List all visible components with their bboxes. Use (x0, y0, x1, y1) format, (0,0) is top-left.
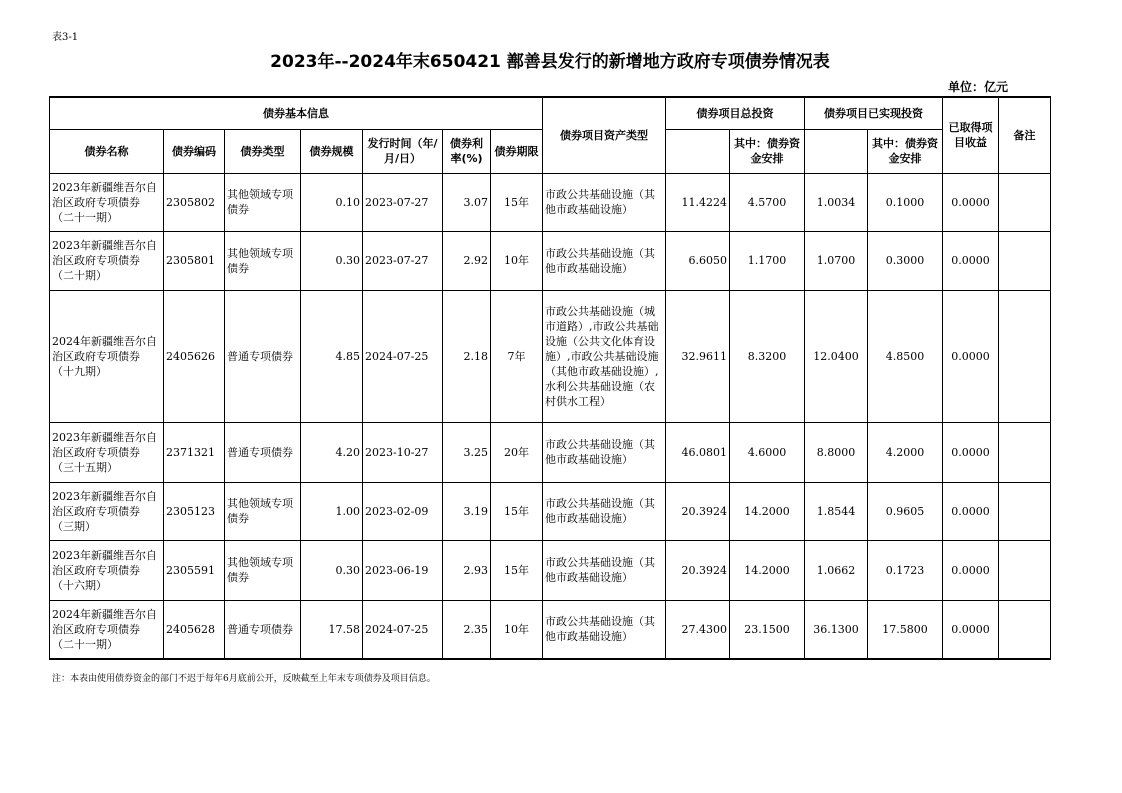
cell-realized-investment: 1.0662 (805, 540, 868, 600)
cell-asset-type: 市政公共基础设施（其他市政基础设施） (543, 173, 666, 231)
cell-interest-rate: 2.35 (443, 600, 491, 659)
header-realized-investment: 债券项目已实现投资 (805, 97, 943, 129)
unit-label: 单位：亿元 (948, 80, 1009, 94)
table-row (50, 482, 1051, 540)
cell-interest-rate: 2.92 (443, 231, 491, 290)
page-title: 2023年--2024年末650421 鄯善县发行的新增地方政府专项债券情况表 (270, 52, 830, 72)
header-term: 债券期限 (491, 129, 543, 173)
cell-term: 10年 (491, 600, 543, 659)
cell-remark (999, 600, 1051, 659)
cell-realized-investment: 1.0700 (805, 231, 868, 290)
header-bond-scale: 债券规模 (301, 129, 363, 173)
header-bond-type: 债券类型 (225, 129, 301, 173)
cell-total-investment: 20.3924 (666, 482, 730, 540)
cell-realized-investment: 1.0034 (805, 173, 868, 231)
cell-term: 15年 (491, 173, 543, 231)
table-row (50, 422, 1051, 482)
cell-total-bond-part: 4.6000 (730, 422, 805, 482)
cell-bond-name: 2024年新疆维吾尔自治区政府专项债券（二十一期） (50, 600, 164, 659)
document-tag: 表3-1 (52, 32, 79, 43)
cell-total-bond-part: 4.5700 (730, 173, 805, 231)
header-total-investment: 债券项目总投资 (666, 97, 805, 129)
cell-bond-type: 其他领域专项债券 (225, 231, 301, 290)
cell-total-bond-part: 1.1700 (730, 231, 805, 290)
cell-bond-scale: 0.30 (301, 231, 363, 290)
cell-realized-investment: 36.1300 (805, 600, 868, 659)
header-bond-name: 债券名称 (50, 129, 164, 173)
cell-bond-name: 2023年新疆维吾尔自治区政府专项债券（十六期） (50, 540, 164, 600)
cell-bond-type: 其他领域专项债券 (225, 482, 301, 540)
cell-income: 0.0000 (943, 600, 999, 659)
cell-bond-type: 普通专项债券 (225, 290, 301, 422)
cell-total-investment: 20.3924 (666, 540, 730, 600)
cell-total-investment: 32.9611 (666, 290, 730, 422)
cell-asset-type: 市政公共基础设施（其他市政基础设施） (543, 540, 666, 600)
cell-remark (999, 231, 1051, 290)
cell-income: 0.0000 (943, 290, 999, 422)
cell-issue-date: 2023-02-09 (363, 482, 443, 540)
table-row (50, 600, 1051, 659)
cell-interest-rate: 2.18 (443, 290, 491, 422)
cell-term: 15年 (491, 482, 543, 540)
cell-bond-name: 2023年新疆维吾尔自治区政府专项债券（三期） (50, 482, 164, 540)
cell-income: 0.0000 (943, 482, 999, 540)
cell-realized-bond-part: 4.8500 (868, 290, 943, 422)
cell-income: 0.0000 (943, 540, 999, 600)
bond-table (49, 96, 1051, 660)
table-row (50, 540, 1051, 600)
cell-bond-scale: 17.58 (301, 600, 363, 659)
cell-realized-investment: 12.0400 (805, 290, 868, 422)
cell-bond-type: 其他领域专项债券 (225, 173, 301, 231)
cell-total-bond-part: 8.3200 (730, 290, 805, 422)
cell-term: 7年 (491, 290, 543, 422)
header-issue-date: 发行时间（年/月/日） (363, 129, 443, 173)
cell-interest-rate: 3.25 (443, 422, 491, 482)
cell-asset-type: 市政公共基础设施（城市道路）,市政公共基础设施（公共文化体育设施）,市政公共基础设施（其他市政基础设施）,水利公共基础设施（农村供水工程） (543, 290, 666, 422)
cell-total-investment: 46.0801 (666, 422, 730, 482)
cell-income: 0.0000 (943, 231, 999, 290)
table-row (50, 173, 1051, 231)
cell-bond-type: 普通专项债券 (225, 600, 301, 659)
cell-issue-date: 2024-07-25 (363, 290, 443, 422)
header-realized-bond-part: 其中：债券资金安排 (868, 129, 943, 173)
cell-total-bond-part: 14.2000 (730, 540, 805, 600)
cell-issue-date: 2023-06-19 (363, 540, 443, 600)
cell-remark (999, 290, 1051, 422)
cell-bond-code: 2371321 (164, 422, 225, 482)
cell-remark (999, 482, 1051, 540)
header-realized-blank (805, 129, 868, 173)
cell-income: 0.0000 (943, 173, 999, 231)
cell-bond-code: 2305802 (164, 173, 225, 231)
footnote: 注：本表由使用债券资金的部门不迟于每年6月底前公开，反映截至上年末专项债券及项目信息。 (52, 674, 436, 684)
cell-issue-date: 2024-07-25 (363, 600, 443, 659)
header-total-bond-part: 其中：债券资金安排 (730, 129, 805, 173)
cell-bond-name: 2023年新疆维吾尔自治区政府专项债券（三十五期） (50, 422, 164, 482)
cell-income: 0.0000 (943, 422, 999, 482)
cell-issue-date: 2023-07-27 (363, 173, 443, 231)
cell-bond-code: 2305123 (164, 482, 225, 540)
cell-asset-type: 市政公共基础设施（其他市政基础设施） (543, 422, 666, 482)
cell-realized-investment: 8.8000 (805, 422, 868, 482)
cell-interest-rate: 2.93 (443, 540, 491, 600)
cell-bond-code: 2405626 (164, 290, 225, 422)
cell-interest-rate: 3.07 (443, 173, 491, 231)
cell-realized-investment: 1.8544 (805, 482, 868, 540)
cell-bond-scale: 0.10 (301, 173, 363, 231)
cell-bond-type: 普通专项债券 (225, 422, 301, 482)
cell-remark (999, 422, 1051, 482)
cell-total-investment: 6.6050 (666, 231, 730, 290)
cell-remark (999, 540, 1051, 600)
cell-realized-bond-part: 0.3000 (868, 231, 943, 290)
cell-realized-bond-part: 4.2000 (868, 422, 943, 482)
header-interest-rate: 债券利率(%) (443, 129, 491, 173)
cell-bond-name: 2023年新疆维吾尔自治区政府专项债券（二十期） (50, 231, 164, 290)
cell-bond-code: 2305591 (164, 540, 225, 600)
cell-bond-code: 2405628 (164, 600, 225, 659)
header-remark: 备注 (999, 97, 1051, 173)
cell-realized-bond-part: 17.5800 (868, 600, 943, 659)
cell-realized-bond-part: 0.1723 (868, 540, 943, 600)
cell-bond-code: 2305801 (164, 231, 225, 290)
cell-asset-type: 市政公共基础设施（其他市政基础设施） (543, 231, 666, 290)
cell-total-bond-part: 14.2000 (730, 482, 805, 540)
cell-asset-type: 市政公共基础设施（其他市政基础设施） (543, 600, 666, 659)
cell-bond-name: 2024年新疆维吾尔自治区政府专项债券（十九期） (50, 290, 164, 422)
cell-bond-scale: 4.85 (301, 290, 363, 422)
header-asset-type: 债券项目资产类型 (543, 97, 666, 173)
cell-interest-rate: 3.19 (443, 482, 491, 540)
cell-asset-type: 市政公共基础设施（其他市政基础设施） (543, 482, 666, 540)
cell-realized-bond-part: 0.9605 (868, 482, 943, 540)
header-total-blank (666, 129, 730, 173)
cell-remark (999, 173, 1051, 231)
cell-bond-name: 2023年新疆维吾尔自治区政府专项债券（二十一期） (50, 173, 164, 231)
table-row (50, 290, 1051, 422)
cell-realized-bond-part: 0.1000 (868, 173, 943, 231)
cell-bond-scale: 4.20 (301, 422, 363, 482)
cell-total-investment: 27.4300 (666, 600, 730, 659)
header-bond-code: 债券编码 (164, 129, 225, 173)
table-row (50, 231, 1051, 290)
cell-term: 10年 (491, 231, 543, 290)
cell-issue-date: 2023-07-27 (363, 231, 443, 290)
cell-term: 15年 (491, 540, 543, 600)
cell-issue-date: 2023-10-27 (363, 422, 443, 482)
cell-total-bond-part: 23.1500 (730, 600, 805, 659)
header-income: 已取得项目收益 (943, 97, 999, 173)
cell-bond-scale: 1.00 (301, 482, 363, 540)
cell-term: 20年 (491, 422, 543, 482)
cell-bond-type: 其他领域专项债券 (225, 540, 301, 600)
cell-bond-scale: 0.30 (301, 540, 363, 600)
cell-total-investment: 11.4224 (666, 173, 730, 231)
header-basic-info: 债券基本信息 (50, 97, 543, 129)
